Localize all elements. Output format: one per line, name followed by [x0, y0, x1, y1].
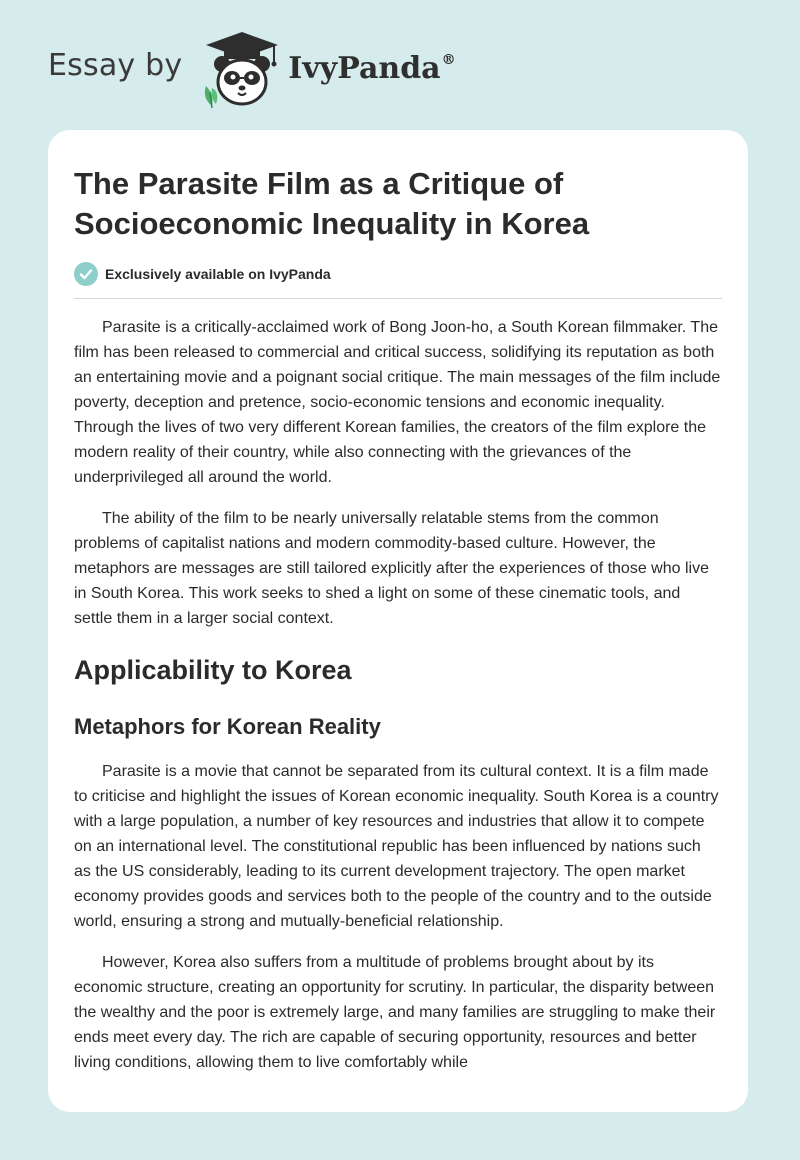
trademark-symbol: ®: [441, 51, 456, 68]
essay-card: [48, 130, 748, 1112]
section-heading: Applicability to Korea: [74, 655, 352, 685]
section-paragraph-1: Parasite is a movie that cannot be separated from its cultural context. It is a film made to criticise and highlight the issues of Korean economic inequality. South Korea is a country with a large population, a number of key resources and industries that allow it to compete on an international level. The constitutional republic has been influenced by nations such as the US considerably, leading to its current development trajectory. The open market economy provides goods and services both to the people of the country and to the outside world, ensuring a strong and mutually-beneficial relationship.: [74, 763, 719, 930]
panda-graduate-icon[interactable]: [200, 30, 284, 110]
page-title: The Parasite Film as a Critique of Socioeconomic Inequality in Korea: [74, 166, 590, 241]
brand-name[interactable]: IvyPanda®: [288, 50, 456, 86]
intro-paragraph-1: Parasite is a critically-acclaimed work of Bong Joon-ho, a South Korean filmmaker. The film has been released to commercial and critical success, solidifying its reputation as both an entertaining movie and a poignant social critique. The main messages of the film include poverty, deception and pretence, socio-economic tensions and economic inequality. Through the lives of two very different Korean families, the creators of the film explore the modern reality of their country, while also connecting with the grievances of the underprivileged all around the world.: [74, 319, 721, 486]
section-paragraph-2: However, Korea also suffers from a multitude of problems brought about by its economic structure, creating an opportunity for scrutiny. In particular, the disparity between the wealthy and the poor is extremely large, and many families are struggling to make their ends meet every day. The rich are capable of securing opportunity, resources and better living conditions, allowing them to live comfortably while: [74, 954, 716, 1071]
subsection-heading: Metaphors for Korean Reality: [74, 714, 381, 739]
essay-by-label: Essay by: [48, 47, 183, 83]
site-header: [48, 30, 456, 110]
check-icon: [74, 262, 98, 286]
intro-paragraph-2: The ability of the film to be nearly universally relatable stems from the common problems of capitalist nations and modern commodity-based culture. However, the metaphors are messages are still tailored explicitly after the experiences of those who live in South Korea. This work seeks to shed a light on some of these cinematic tools, and settle them in a larger social context.: [74, 510, 709, 627]
exclusive-badge: [74, 262, 722, 299]
exclusive-label: Exclusively available on IvyPanda: [105, 266, 331, 282]
